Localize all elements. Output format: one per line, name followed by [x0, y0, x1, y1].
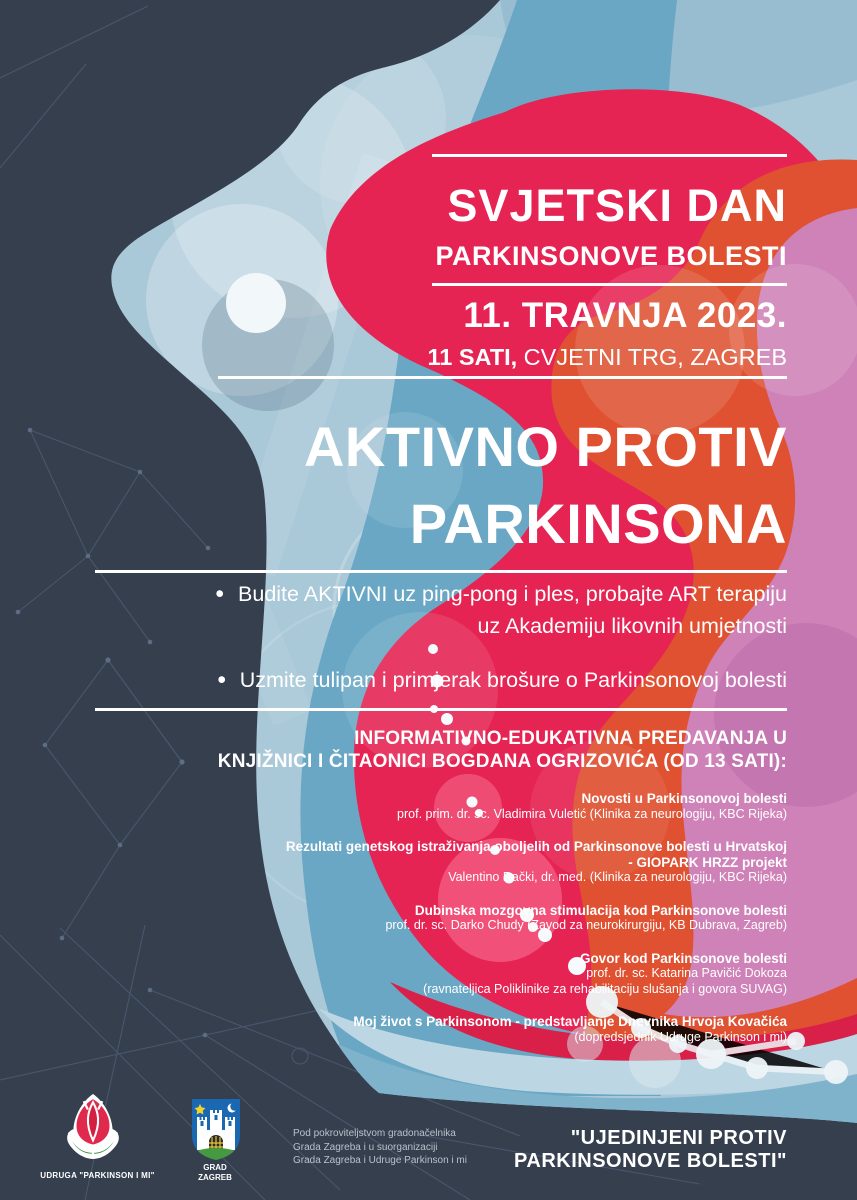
- lecture-item: [230, 1014, 787, 1045]
- lecture-title: Rezultati genetskog istraživanja oboljelih od Parkinsonove bolesti u Hrvatskoj: [285, 839, 787, 854]
- lecture-title-line2: - GIOPARK HRZZ projekt: [628, 854, 787, 870]
- lecture-item: [230, 951, 787, 998]
- lecture-title: Dubinska mozgovna stimulacija kod Parkinsonove bolesti: [414, 902, 787, 918]
- association-label: UDRUGA "PARKINSON I MI": [40, 1171, 155, 1180]
- campaign-slogan: [514, 1127, 787, 1173]
- campaign-slogan-line2: PARKINSONOVE BOLESTI": [514, 1150, 787, 1172]
- main-slogan-line1: AKTIVNO PROTIV: [303, 415, 787, 478]
- event-venue: CVJETNI TRG, ZAGREB: [523, 344, 787, 370]
- lectures-heading-line2: KNJIŽNICI I ČITAONICI BOGDANA OGRIZOVIĆA (OD 13 SATI):: [217, 751, 787, 772]
- bullet-icon: •: [215, 580, 225, 608]
- divider-line-bullets-bottom: [95, 708, 787, 711]
- patronage-line: Grada Zagreba i Udruge Parkinson i mi: [293, 1155, 467, 1166]
- tulip-logo: [62, 1092, 124, 1160]
- event-title-line2: PARKINSONOVE BOLESTI: [435, 241, 787, 271]
- city-label: GRAD ZAGREB: [198, 1163, 232, 1182]
- list-item: [95, 578, 787, 610]
- white-circle-decoration: [226, 273, 286, 333]
- event-title-line1: SVJETSKI DAN: [447, 180, 787, 231]
- zagreb-coat-of-arms: [190, 1097, 242, 1161]
- lecture-item: [230, 903, 787, 934]
- main-slogan: [304, 408, 787, 562]
- lecture-speaker: prof. prim. dr. sc. Vladimira Vuletić (Klinika za neurologiju, KBC Rijeka): [397, 806, 787, 821]
- patronage-line: Grada Zagreba i u suorganizaciji: [293, 1141, 438, 1153]
- lecture-title: Moj život s Parkinsonom - predstavljanje Dnevnika Hrvoja Kovačića: [353, 1014, 787, 1029]
- activity-text: Budite AKTIVNI uz ping-pong i ples, probajte ART terapiju: [238, 582, 787, 606]
- lectures-list: [230, 791, 787, 1062]
- activities-list: [95, 578, 787, 696]
- divider-line-top: [432, 154, 787, 157]
- lecture-item: [230, 839, 787, 886]
- network-nodes: [16, 428, 211, 1038]
- patronage-text: [293, 1127, 467, 1168]
- activity-text: Uzmite tulipan i primjerak brošure o Parkinsonovoj bolesti: [239, 668, 787, 692]
- lecture-title: Govor kod Parkinsonove bolesti: [579, 950, 787, 966]
- event-date: 11. TRAVNJA 2023.: [463, 296, 787, 335]
- event-time-place: [427, 344, 787, 371]
- lecture-speaker-note: (ravnateljica Poliklinike za rehabilitaciju slušanja i govora SUVAG): [423, 981, 787, 996]
- lecture-speaker: (dopredsjednik Udruge Parkinson i mi): [574, 1029, 787, 1044]
- list-item: [95, 664, 787, 696]
- lecture-speaker: Valentino Rački, dr. med. (Klinika za neurologiju, KBC Rijeka): [448, 870, 787, 884]
- divider-line-date: [218, 376, 787, 379]
- lecture-speaker: prof. dr. sc. Katarina Pavičić Dokoza: [586, 966, 787, 980]
- lectures-section-heading: [218, 727, 787, 773]
- patronage-line: Pod pokroviteljstvom gradonačelnika: [293, 1128, 456, 1139]
- lectures-heading-line1: INFORMATIVNO-EDUKATIVNA PREDAVANJA U: [354, 728, 787, 749]
- main-slogan-line2: PARKINSONA: [409, 492, 787, 555]
- activity-text-continued: uz Akademiju likovnih umjetnosti: [477, 614, 787, 638]
- divider-line-bullets-top: [95, 570, 787, 573]
- lecture-speaker: prof. dr. sc. Darko Chudy (Zavod za neurokirurgiju, KB Dubrava, Zagreb): [385, 918, 787, 932]
- bullet-icon: •: [217, 666, 227, 694]
- lecture-item: [230, 791, 787, 822]
- event-time: 11 SATI,: [427, 344, 518, 370]
- divider-line-title: [432, 283, 787, 286]
- campaign-slogan-line1: "UJEDINJENI PROTIV: [570, 1127, 787, 1149]
- lecture-title: Novosti u Parkinsonovoj bolesti: [581, 791, 787, 806]
